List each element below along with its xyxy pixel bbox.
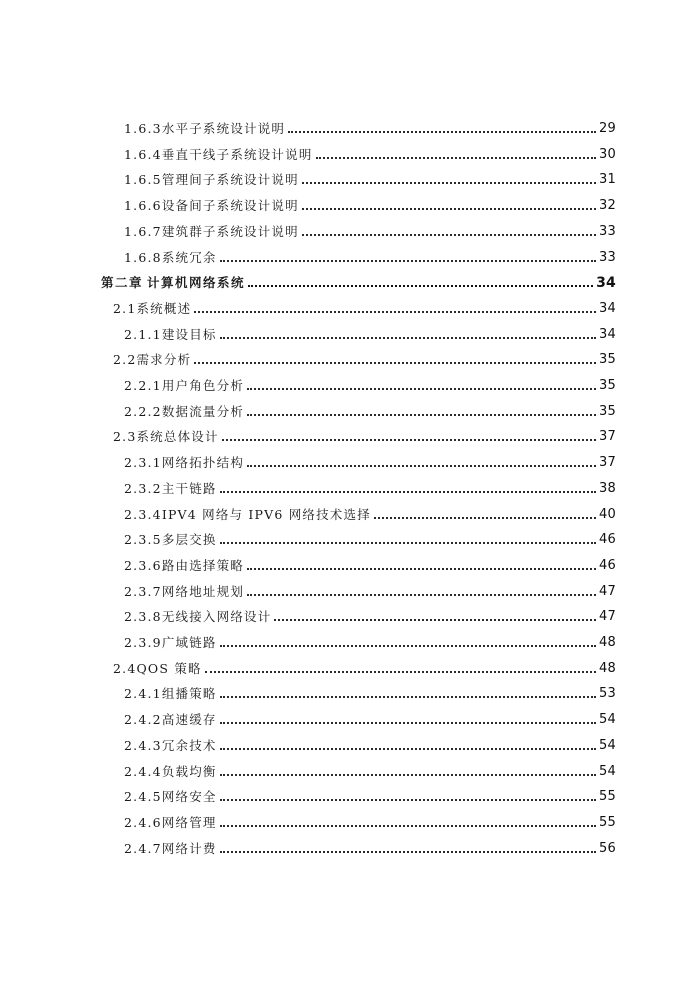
- toc-page-number: 47: [599, 583, 616, 599]
- toc-entry-number: 2.3.2: [124, 480, 162, 496]
- dot-leader: [220, 260, 596, 262]
- toc-page-number: 54: [599, 737, 616, 753]
- toc-entry[interactable]: [124, 166, 616, 188]
- toc-entry-number: 2.4.2: [124, 712, 162, 728]
- dot-leader: [247, 568, 596, 570]
- toc-entry-title: 广域链路: [161, 635, 217, 650]
- toc-entry[interactable]: [124, 321, 616, 343]
- toc-page-number: 34: [599, 300, 616, 316]
- toc-entry[interactable]: [124, 475, 616, 497]
- toc-entry[interactable]: [124, 732, 616, 754]
- toc-entry[interactable]: [113, 346, 616, 368]
- toc-entry-number: 2.3.6: [124, 557, 162, 573]
- toc-entry[interactable]: [124, 680, 616, 702]
- dot-leader: [220, 774, 596, 776]
- toc-entry-title: 水平子系统设计说明: [161, 121, 286, 136]
- toc-entry-title: 高速缓存: [161, 712, 217, 728]
- toc-entry-title: 网络地址规划: [161, 583, 245, 599]
- dot-leader: [220, 825, 596, 827]
- toc-entry-number: 1.6.5: [124, 172, 162, 188]
- dot-leader: [316, 157, 597, 159]
- toc-entry[interactable]: [124, 578, 616, 600]
- toc-entry[interactable]: [124, 783, 616, 805]
- toc-entry-title: 设备间子系统设计说明: [161, 198, 299, 214]
- toc-entry-number: 2.4.6: [124, 814, 162, 830]
- toc-entry[interactable]: [124, 218, 616, 240]
- dot-leader: [220, 645, 596, 647]
- toc-entry-title: IPV4 网络与 IPV6 网络技术选择: [161, 506, 371, 522]
- toc-entry-number: 1.6.6: [124, 198, 162, 214]
- toc-entry-title: 多层交换: [161, 532, 217, 548]
- toc-entry-title: 计算机网络系统: [147, 275, 246, 291]
- dot-leader: [222, 439, 596, 441]
- toc-page-number: 47: [599, 609, 616, 625]
- dot-leader: [220, 337, 596, 339]
- toc-entry[interactable]: [124, 449, 616, 471]
- dot-leader: [194, 311, 596, 313]
- toc-page-number: 46: [599, 557, 616, 573]
- dot-leader: [194, 362, 596, 364]
- toc-page-number: 54: [599, 763, 616, 779]
- toc-entry-number: 2.2: [113, 352, 137, 368]
- toc-page-number: 56: [599, 840, 616, 856]
- toc-entry-title: 网络管理: [161, 814, 217, 830]
- toc-page-number: 31: [599, 172, 616, 188]
- toc-entry-title: 建设目标: [161, 326, 217, 342]
- dot-leader: [247, 414, 596, 416]
- toc-entry-number: 2.3.4: [124, 506, 162, 522]
- toc-entry-number: 2.3.8: [124, 609, 162, 625]
- toc-entry-title: 组播策略: [161, 686, 217, 702]
- dot-leader: [248, 285, 593, 287]
- dot-leader: [220, 542, 596, 544]
- toc-entry-title: 需求分析: [136, 352, 192, 368]
- dot-leader: [274, 619, 596, 621]
- dot-leader: [220, 491, 596, 493]
- toc-page-number: 38: [599, 480, 616, 496]
- toc-entry[interactable]: [113, 295, 616, 317]
- toc-page-number: 48: [599, 635, 616, 650]
- toc-page-number: 34: [599, 326, 616, 342]
- toc-page-number: 37: [599, 429, 616, 445]
- toc-entry-title: 数据流量分析: [161, 403, 245, 419]
- toc-page-number: 32: [599, 198, 616, 214]
- toc-page-number: 40: [599, 506, 616, 522]
- toc-entry[interactable]: [124, 192, 616, 214]
- toc-entry-number: 1.6.3: [124, 121, 162, 136]
- toc-entry-title: 系统总体设计: [136, 429, 219, 445]
- dot-leader: [247, 465, 596, 467]
- toc-page-number: 55: [599, 814, 616, 830]
- toc-entry-title: 无线接入网络设计: [161, 609, 272, 625]
- toc-entry-number: 2.4.5: [124, 789, 162, 805]
- dot-leader: [247, 594, 596, 596]
- dot-leader: [247, 388, 596, 390]
- toc-entry[interactable]: [124, 526, 616, 548]
- dot-leader: [288, 131, 596, 133]
- toc-entry-number: 1.6.7: [124, 223, 162, 239]
- toc-page-number: 53: [599, 686, 616, 702]
- toc-page-number: 35: [599, 378, 616, 393]
- toc-page-number: 29: [599, 121, 616, 136]
- dot-leader: [374, 517, 596, 519]
- toc-chapter-entry[interactable]: [101, 269, 616, 291]
- toc-entry-number: 2.4.1: [124, 686, 162, 702]
- toc-entry-title: QOS 策略: [136, 660, 202, 676]
- toc-entry-title: 系统概述: [136, 300, 192, 316]
- toc-entry[interactable]: [124, 372, 616, 394]
- toc-entry[interactable]: [124, 398, 616, 420]
- toc-entry[interactable]: [124, 629, 616, 651]
- toc-entry-title: 网络计费: [161, 840, 217, 856]
- toc-page-number: 33: [599, 249, 616, 265]
- toc-entry[interactable]: [124, 115, 616, 137]
- toc-entry-number: 2.2.2: [124, 403, 162, 419]
- dot-leader: [302, 208, 596, 210]
- toc-entry-number: 2.3: [113, 429, 137, 445]
- toc-entry-number: 2.2.1: [124, 378, 162, 393]
- toc-entry-number: 2.4.3: [124, 737, 162, 753]
- toc-page-number: 37: [599, 455, 616, 471]
- toc-entry-title: 网络拓扑结构: [161, 455, 245, 471]
- dot-leader: [220, 799, 596, 801]
- toc-entry[interactable]: [124, 603, 616, 625]
- toc-entry-number: 2.3.5: [124, 532, 162, 548]
- dot-leader: [220, 722, 596, 724]
- toc-entry-number: 2.4: [113, 660, 137, 676]
- toc-entry-number: 1.6.4: [124, 146, 162, 162]
- toc-page-number: 35: [599, 352, 616, 368]
- toc-entry[interactable]: [124, 244, 616, 266]
- toc-page-number: 54: [599, 712, 616, 728]
- toc-entry[interactable]: [124, 141, 616, 163]
- toc-page-number: 30: [599, 146, 616, 162]
- toc-entry-number: 2.3.7: [124, 583, 162, 599]
- dot-leader: [220, 748, 596, 750]
- toc-entry-title: 冗余技术: [161, 737, 217, 753]
- toc-page-number: 34: [596, 275, 616, 292]
- dot-leader: [220, 851, 596, 853]
- toc-entry-number: 第二章: [101, 275, 144, 291]
- toc-entry[interactable]: [124, 501, 616, 523]
- toc-entry-title: 网络安全: [161, 789, 217, 805]
- toc-page-number: 46: [599, 532, 616, 548]
- toc-entry-number: 2.4.7: [124, 840, 162, 856]
- toc-entry-number: 2.4.4: [124, 763, 162, 779]
- toc-entry[interactable]: [113, 655, 616, 677]
- toc-entry-title: 垂直干线子系统设计说明: [161, 146, 313, 162]
- toc-entry-title: 负载均衡: [161, 763, 217, 779]
- toc-entry-title: 用户角色分析: [161, 378, 245, 393]
- toc-entry[interactable]: [124, 835, 616, 857]
- toc-entry-title: 主干链路: [161, 480, 217, 496]
- toc-page-number: 48: [599, 660, 616, 676]
- toc-entry-number: 2.3.1: [124, 455, 162, 471]
- toc-entry[interactable]: [124, 706, 616, 728]
- toc-page-number: 35: [599, 403, 616, 419]
- dot-leader: [302, 182, 596, 184]
- toc-entry[interactable]: [124, 809, 616, 831]
- dot-leader: [220, 696, 596, 698]
- toc-entry-title: 路由选择策略: [161, 557, 245, 573]
- toc-page-number: 55: [599, 789, 616, 805]
- toc-entry-title: 管理间子系统设计说明: [161, 172, 299, 188]
- toc-entry-title: 系统冗余: [161, 249, 217, 265]
- toc-entry-number: 1.6.8: [124, 249, 162, 265]
- dot-leader: [302, 234, 596, 236]
- toc-entry[interactable]: [124, 552, 616, 574]
- toc-entry-number: 2.1: [113, 300, 137, 316]
- toc-entry-title: 建筑群子系统设计说明: [161, 223, 299, 239]
- toc-entry-number: 2.1.1: [124, 326, 162, 342]
- toc-entry-number: 2.3.9: [124, 635, 162, 650]
- toc-entry[interactable]: [124, 758, 616, 780]
- toc-page-number: 33: [599, 223, 616, 239]
- dot-leader: [205, 671, 596, 673]
- toc-entry[interactable]: [113, 423, 616, 445]
